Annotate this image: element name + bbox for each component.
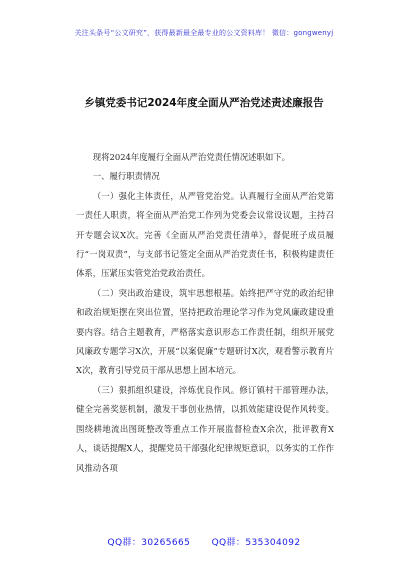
paragraph-intro: 现将2024年度履行全面从严治党责任情况述职如下。 [92, 152, 290, 162]
document-title: 乡镇党委书记2024年度全面从严治党述责述廉报告 [84, 97, 324, 109]
footer-qq-group-2: QQ群：535304092 [211, 538, 301, 548]
document-body [76, 148, 334, 478]
footer [0, 535, 408, 548]
footer-qq-group-1: QQ群：30265665 [107, 538, 191, 548]
paragraph: （三）狠抓组织建设，淬炼优良作风。修订镇村干部管理办法，健全完善奖惩机制，激发干事创业热情，以抓效能建设促作风转变。围绕耕地流出图斑整改等重点工作开展监督检查X余次，批评教育X人，谈话提醒X人，提醒党员干部强化纪律规矩意识，以务实的工作作风推动各项 [76, 384, 334, 473]
header-note: 关注头条号“公文研究”，获得最新最全最专业的公文资料库！ 微信：gongwenyj [74, 29, 334, 37]
section-heading: 一、履行职责情况 [92, 171, 160, 182]
paragraph: （二）突出政治建设，筑牢思想根基。始终把严守党的政治纪律和政治规矩摆在突出位置，坚持把政治理论学习作为党风廉政建设重要内容。结合主题教育，严格落实意识形态工作责任制，组织开展党风廉政专题学习X次，开展“以案促廉”专题研讨X次，观看警示教育片X次，教育引导党员干部从思想上固本培元。 [76, 287, 334, 376]
paragraph: （一）强化主体责任，从严管党治党。认真履行全面从严治党第一责任人职责，将全面从严治党工作列为党委会议常设议题，主持召开专题会议X次。完善《全面从严治党责任清单》，督促班子成员履行“一岗双责”，与支部书记签定全面从严治党责任书，积极构建责任体系，压紧压实管党治党政治责任。 [76, 190, 334, 279]
